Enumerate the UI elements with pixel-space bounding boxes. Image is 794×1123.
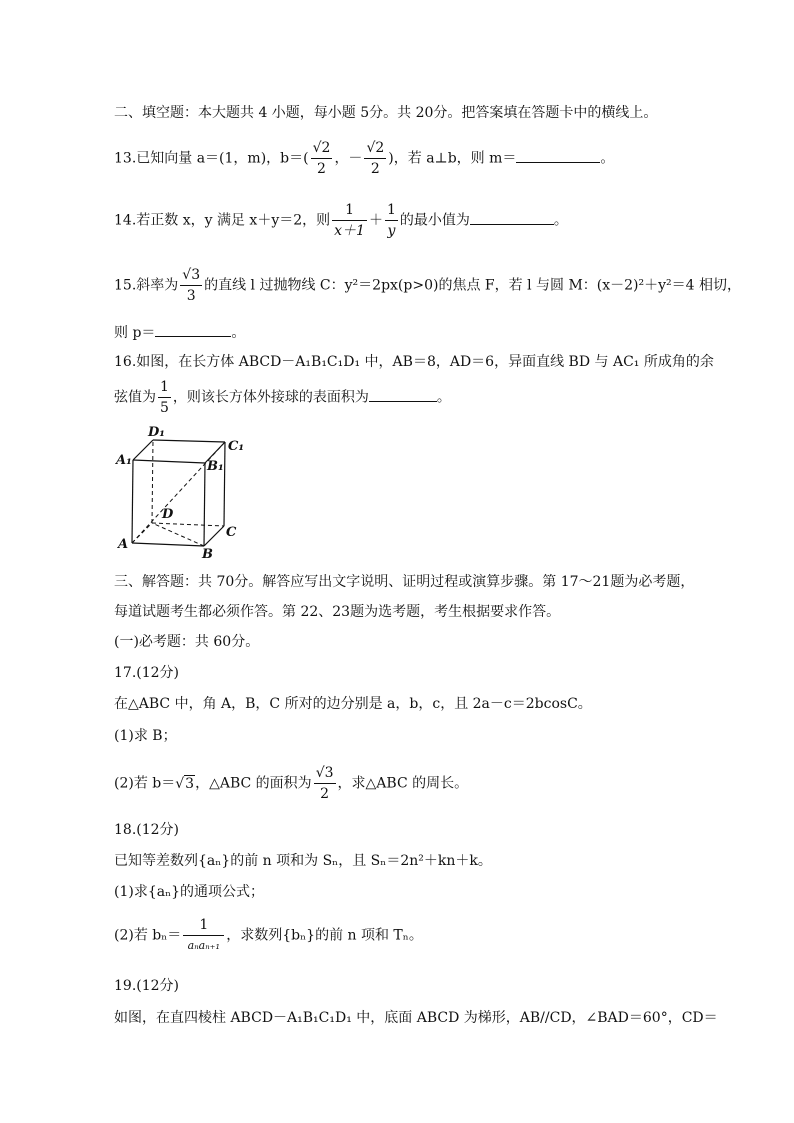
q15-fraction: $\frac{√3}{3}$ (182, 267, 201, 304)
cuboid-figure (112, 420, 252, 560)
hidden-edge-d-c (152, 523, 224, 526)
q14-fraction-1 (332, 200, 367, 241)
q15-radicand: 3 (191, 267, 201, 283)
q18-p2-post: ，求数列{bₙ}的前 n 项和 Tₙ。 (226, 927, 423, 944)
q17-part2: (2)若 b＝√3，△ABC 的面积为 $\frac{√3}{2}$ ，求△ABC 的周长。 (114, 765, 469, 802)
question-16-line1: 16.如图，在长方体 ABCD－A₁B₁C₁D₁ 中，AB＝8，AD＝6，异面直线 BD 与 AC₁ 所成角的余 (114, 354, 714, 370)
label-d1: D₁ (148, 425, 165, 440)
q15-answer-blank (155, 322, 231, 337)
hidden-edge-a-d (132, 523, 152, 543)
q17-p2-post: ，求△ABC 的周长。 (337, 775, 469, 792)
section2-heading: 二、填空题：本大题共 4 小题，每小题 5分。共 20分。把答案填在答题卡中的横线上。 (114, 105, 658, 121)
diagonal-b-d (152, 523, 204, 546)
q17-p2-fraction: $\frac{√3}{2}$ (315, 765, 334, 802)
q16-numerator: 1 (158, 377, 171, 398)
q16-answer-blank (369, 387, 437, 402)
edge-b-b1 (204, 463, 205, 546)
q13-text-end: 。 (600, 150, 615, 167)
q15-text-post: 的直线 l 过抛物线 C：y²＝2px(p>0)的焦点 F，若 l 与圆 M：(x－2)²＋y²＝4 相切， (204, 277, 742, 294)
q17-stem: 在△ABC 中，角 A，B，C 所对的边分别是 a，b，c，且 2a－c＝2bcosC。 (114, 696, 592, 712)
q18-part2 (114, 915, 423, 956)
label-a1: A₁ (116, 453, 132, 468)
q14-answer-blank (470, 210, 554, 225)
question-13 (114, 138, 614, 179)
q13-text-post: )，若 a⊥b，则 m＝ (388, 150, 517, 167)
q14-text-end: 。 (553, 212, 568, 229)
q17-part1: (1)求 B； (114, 728, 177, 744)
section3-heading-line2: 每道试题考生都必须作答。第 22、23题为选考题，考生根据要求作答。 (114, 604, 561, 620)
q18-p2-fraction (183, 915, 224, 956)
edge-a-b (132, 543, 204, 546)
q15-denominator: 3 (186, 288, 196, 304)
q15-line2-end: 。 (231, 325, 246, 341)
q13-denominator-1: 2 (317, 161, 326, 177)
q14-numerator-2: 1 (385, 200, 398, 221)
q13-text-pre: 13.已知向量 a＝(1，m)，b＝( (114, 150, 309, 167)
q19-stem: 如图，在直四棱柱 ABCD－A₁B₁C₁D₁ 中，底面 ABCD 为梯形，AB//CD，∠BAD＝60°，CD＝ (114, 1010, 718, 1026)
q15-text-pre: 15.斜率为 (114, 277, 179, 294)
label-c: C (226, 525, 237, 540)
q18-p2-pre: (2)若 bₙ＝ (114, 927, 182, 944)
label-c1: C₁ (228, 439, 245, 454)
q14-text-post: 的最小值为 (399, 212, 470, 229)
section3-required: (一)必考题：共 60分。 (114, 634, 260, 650)
q16-fraction (158, 377, 171, 418)
q18-stem: 已知等差数列{aₙ}的前 n 项和为 Sₙ，且 Sₙ＝2n²＋kn＋k。 (114, 853, 492, 869)
q13-radicand-2: 2 (375, 140, 385, 156)
q18-part1: (1)求{aₙ}的通项公式； (114, 884, 265, 900)
q13-fraction-1: $\frac{√2}{2}$ (312, 140, 331, 177)
question-15-line2 (114, 322, 245, 343)
q16-line2-post: ，则该长方体外接球的表面积为 (172, 389, 369, 406)
q17-p2-num-radicand: 3 (324, 765, 334, 781)
edge-a1-b1 (133, 460, 205, 463)
question-15 (114, 265, 741, 306)
q14-denominator-1: x＋1 (334, 223, 365, 239)
q13-denominator-2: 2 (370, 161, 380, 177)
q17-header: 17.(12分) (114, 665, 180, 681)
q14-denominator-2: y (387, 223, 396, 239)
q17-p2-denominator: 2 (320, 786, 330, 802)
q18-p2-numerator: 1 (183, 915, 224, 936)
label-b: B (202, 547, 213, 560)
label-a: A (118, 537, 129, 552)
edge-d1-c1 (153, 440, 225, 442)
hidden-edge-d-d1 (152, 440, 153, 523)
edge-a1-d1 (133, 440, 153, 460)
label-d: D (162, 507, 174, 522)
q16-denominator: 5 (160, 400, 169, 416)
q14-numerator-1: 1 (332, 200, 367, 221)
edge-b-c (204, 526, 224, 546)
q17-p2-radicand: 3 (185, 775, 195, 792)
question-14 (114, 200, 568, 241)
q13-fraction-2: $\frac{√2}{2}$ (366, 140, 385, 177)
q13-text-mid: ，－ (334, 150, 363, 167)
q13-answer-blank (516, 148, 600, 163)
q13-radicand-1: 2 (321, 140, 331, 156)
question-16-line2 (114, 377, 451, 418)
q14-fraction-2 (385, 200, 398, 241)
section3-heading-line1: 三、解答题：共 70分。解答应写出文字说明、证明过程或演算步骤。第 17～21题为必考题， (114, 574, 695, 590)
q15-line2-pre: 则 p＝ (114, 325, 156, 341)
q19-header: 19.(12分) (114, 978, 180, 994)
label-b1: B₁ (207, 459, 224, 474)
q17-p2-mid: ，△ABC 的面积为 (195, 775, 312, 792)
q18-p2-denominator: aₙaₙ₊₁ (187, 939, 220, 952)
q14-text-pre: 14.若正数 x，y 满足 x＋y＝2，则 (114, 212, 331, 229)
q14-plus: ＋ (368, 212, 383, 229)
q17-p2-pre: (2)若 b＝ (114, 775, 176, 792)
q18-header: 18.(12分) (114, 822, 180, 838)
q16-line2-end: 。 (436, 389, 451, 406)
edge-c-c1 (224, 442, 225, 526)
q16-line2-pre: 弦值为 (114, 389, 156, 406)
edge-a-a1 (132, 460, 133, 543)
